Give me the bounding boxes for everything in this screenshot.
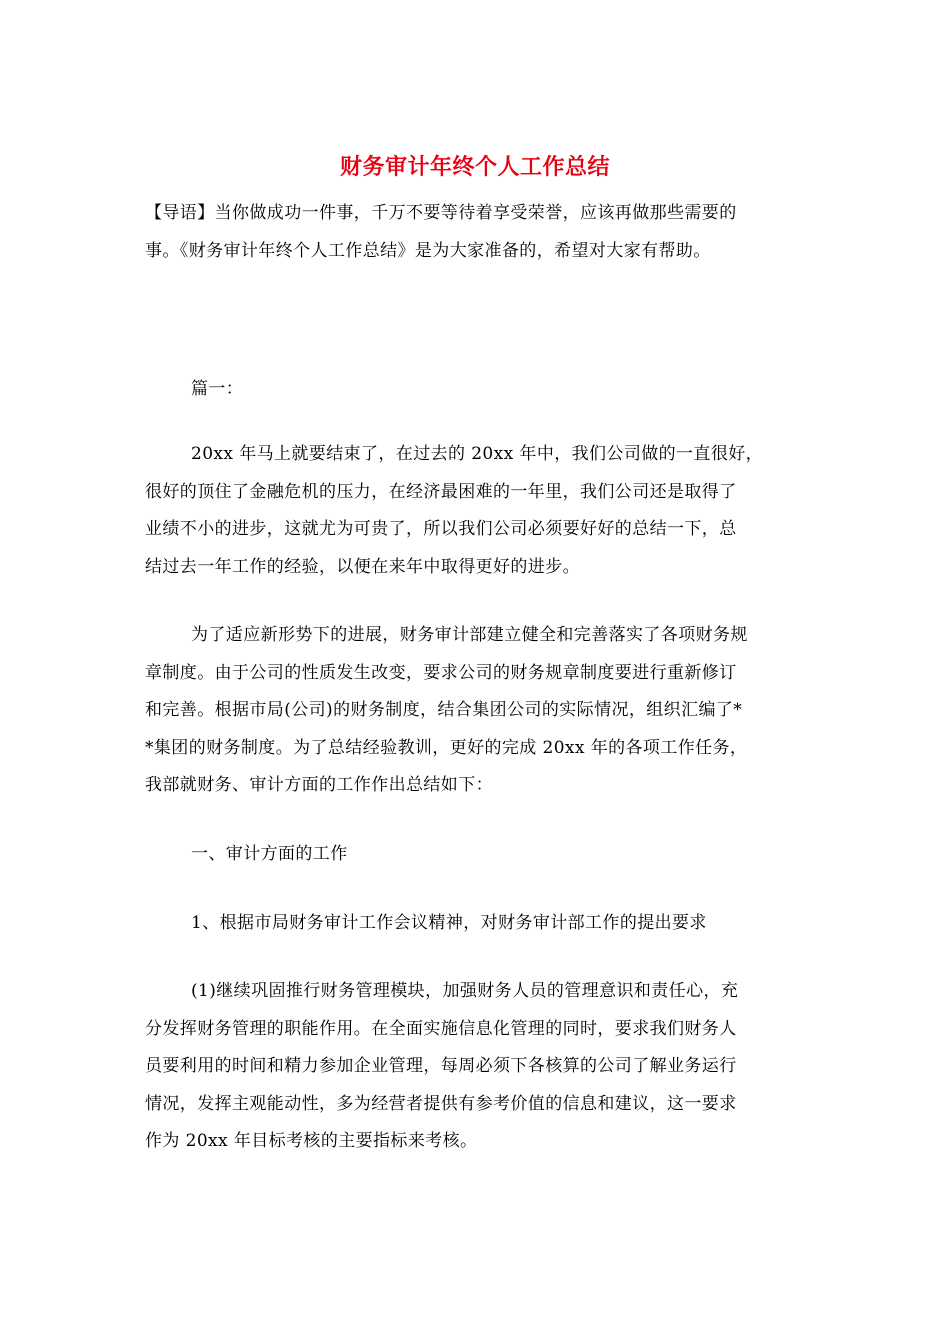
heading-1-block — [145, 836, 813, 874]
section-label-block — [145, 371, 813, 409]
document-title: 财务审计年终个人工作总结 — [339, 154, 610, 180]
intro-paragraph — [145, 195, 813, 270]
paragraph-1 — [145, 436, 813, 586]
section-label: 篇一： — [191, 379, 244, 399]
paragraph-line: 结过去一年工作的经验，以便在来年中取得更好的进步。 — [145, 556, 580, 577]
paragraph-line: 员要利用的时间和精力参加企业管理，每周必须下各核算的公司了解业务运行 — [145, 1056, 737, 1076]
paragraph-line: 业绩不小的进步，这就尤为可贵了，所以我们公司必须要好好的总结一下，总 — [145, 519, 737, 539]
paragraph-line: 我部就财务、审计方面的工作作出总结如下： — [145, 775, 493, 795]
paragraph-line: 为了适应新形势下的进展，财务审计部建立健全和完善落实了各项财务规 — [191, 625, 748, 645]
paragraph-line: 章制度。由于公司的性质发生改变，要求公司的财务规章制度要进行重新修订 — [145, 662, 737, 683]
subsection-heading: 1、根据市局财务审计工作会议精神，对财务审计部工作的提出要求 — [191, 913, 707, 933]
paragraph-line: 分发挥财务管理的职能作用。在全面实施信息化管理的同时，要求我们财务人 — [145, 1018, 737, 1039]
paragraph-line: 很好的顶住了金融危机的压力，在经济最困难的一年里，我们公司还是取得了 — [145, 481, 737, 502]
paragraph-2 — [145, 617, 813, 805]
paragraph-line: 和完善。根据市局(公司)的财务制度，结合集团公司的实际情况，组织汇编了* — [145, 700, 743, 720]
section-heading: 一、审计方面的工作 — [191, 844, 348, 864]
paragraph-line: *集团的财务制度。为了总结经验教训，更好的完成 20xx 年的各项工作任务， — [145, 737, 748, 758]
intro-line: 【导语】当你做成功一件事，千万不要等待着享受荣誉，应该再做那些需要的 — [145, 203, 737, 223]
heading-2-block — [145, 905, 813, 943]
paragraph-3 — [145, 973, 813, 1161]
paragraph-line: 作为 20xx 年目标考核的主要指标来考核。 — [145, 1131, 478, 1151]
paragraph-line: 情况，发挥主观能动性，多为经营者提供有参考价值的信息和建议，这一要求 — [145, 1093, 737, 1114]
paragraph-line: 20xx 年马上就要结束了，在过去的 20xx 年中，我们公司做的一直很好， — [191, 444, 764, 464]
paragraph-line: (1)继续巩固推行财务管理模块，加强财务人员的管理意识和责任心，充 — [191, 981, 739, 1001]
intro-line: 事。《财务审计年终个人工作总结》是为大家准备的，希望对大家有帮助。 — [145, 240, 711, 261]
